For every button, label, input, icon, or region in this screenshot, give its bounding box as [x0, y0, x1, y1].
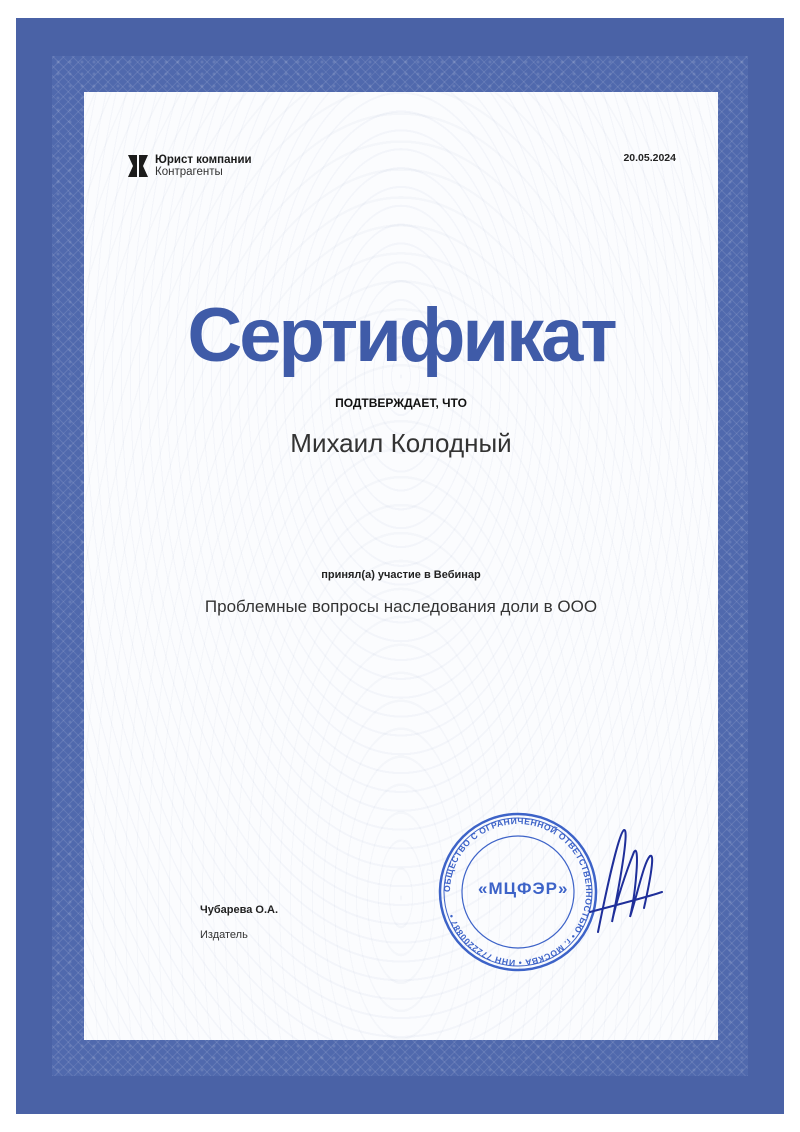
brand-subtitle: Контрагенты	[155, 166, 223, 178]
issue-date: 20.05.2024	[623, 152, 676, 164]
brand-name: Юрист компании	[155, 154, 252, 166]
seal-center-text: «МЦФЭР»	[478, 879, 569, 898]
bookmark-logo-icon	[128, 155, 148, 177]
stamp-and-signature	[430, 812, 680, 972]
certificate-page	[84, 92, 718, 1040]
event-title: Проблемные вопросы наследования доли в ООО	[204, 597, 598, 616]
signer-name: Чубарева О.А.	[200, 904, 278, 916]
confirms-text: ПОДТВЕРЖДАЕТ, ЧТО	[335, 396, 467, 410]
participation-text: принял(а) участие в Вебинар	[321, 569, 481, 581]
signer-role: Издатель	[200, 929, 248, 941]
recipient-name: Михаил Колодный	[290, 428, 512, 458]
signature	[590, 830, 662, 932]
certificate-title: Сертификат	[187, 293, 615, 378]
seal-ring-text: ОБЩЕСТВО С ОГРАНИЧЕННОЙ ОТВЕТСТВЕННОСТЬЮ • г. МОСКВА • ИНН 7722200887 •	[441, 815, 595, 969]
brand-logo	[128, 154, 252, 178]
